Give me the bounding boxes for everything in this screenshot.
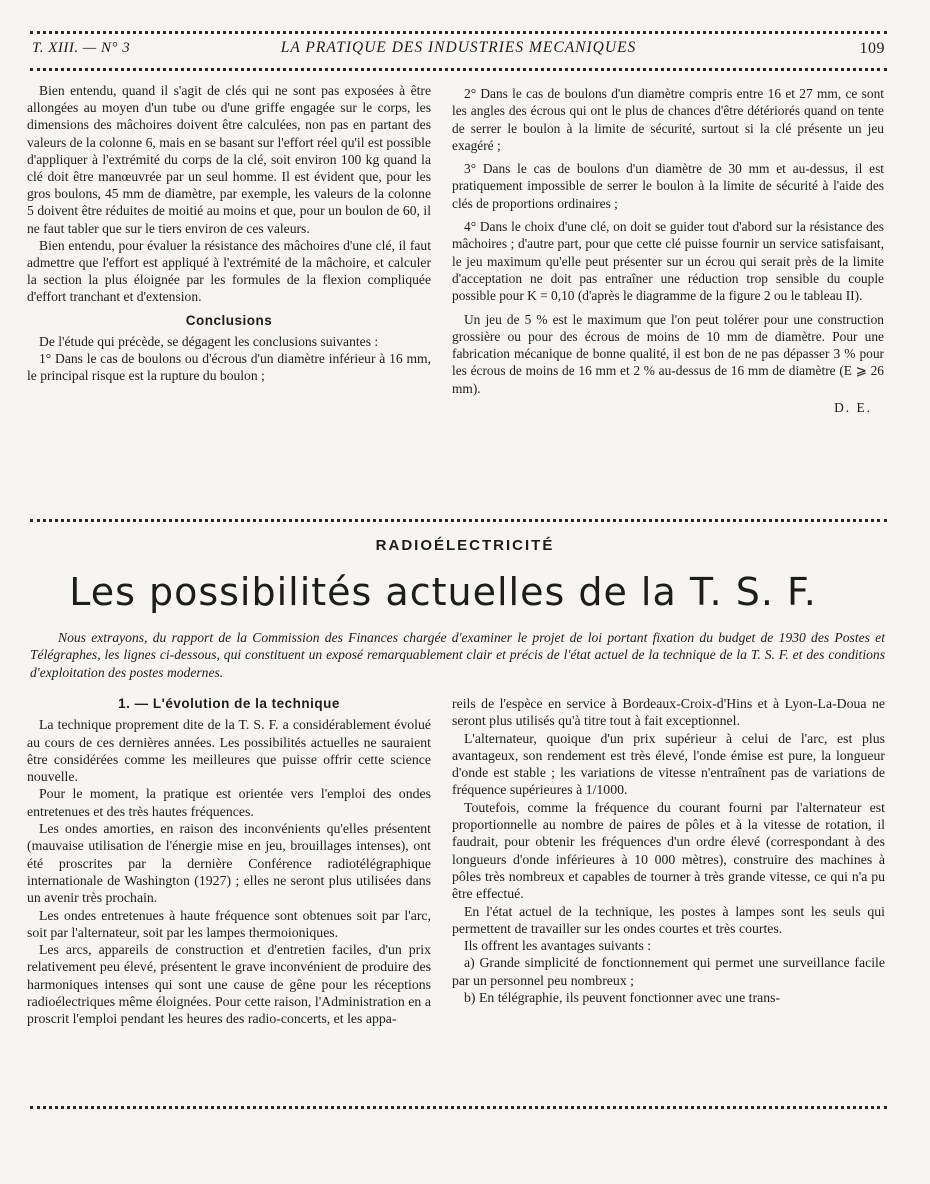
header-dotted-rule: [30, 68, 887, 71]
paragraph: L'alternateur, quoique d'un prix supérieur à celui de l'arc, est plus avantageux, son rendement est très élevé, l'onde émise est pure, la longueur d'onde est stable ; les variations de vitesse n'entraînent pas de variations de fréquence supérieures à 1/1000.: [452, 730, 885, 798]
previous-article-right-column: [452, 85, 884, 416]
paragraph: La technique proprement dite de la T. S. F. a considérablement évolué au cours de ces dernières années. Les possibilités actuelles ne sauraient être considérées comme les meilleures que puisse offrir cette science nouvelle.: [27, 717, 431, 785]
paragraph: Ils offrent les avantages suivants :: [464, 938, 652, 954]
volume-number: T. XIII. — N° 3: [32, 40, 131, 56]
paragraph: En l'état actuel de la technique, les postes à lampes sont les seuls qui permettent de travailler sur les ondes courtes et très courtes.: [452, 903, 885, 936]
list-item: b) En télégraphie, ils peuvent fonctionner avec une trans-: [464, 990, 781, 1006]
paragraph: Bien entendu, quand il s'agit de clés qui ne sont pas exposées à être allongées au moyen d'un tube ou d'une griffe engagée sur le corps, les dimensions des mâchoires doivent être calculées, non pas en partant des valeurs de la colonne 6, mais en se basant sur l'effort réel qu'il est possible d'appliquer à l'extrémité du corps de la clé, soit environ 100 kg quand la clé doit être manœuvrée par un seul homme. Il est évident que, pour les gros boulons, 45 mm de diamètre, par exemple, les valeurs de la colonne 5 doivent être réduites de moitié au moins et que, pour un boulon de 60, il ne faut tabler que sur le tiers environ de ces valeurs.: [27, 83, 431, 236]
journal-title: LA PRATIQUE DES INDUSTRIES MECANIQUES: [280, 39, 637, 56]
list-item: a) Grande simplicité de fonctionnement qui permet une surveillance facile par un personnel peu nombreux ;: [452, 955, 885, 988]
author-signature: D. E.: [834, 400, 872, 416]
paragraph: Toutefois, comme la fréquence du courant fourni par l'alternateur est proportionnelle au nombre de paires de pôles et à la vitesse de rotation, il faudrait, pour obtenir les fréquences d'un ordre élevé (correspondant à des longueurs d'onde inférieures à 10 000 mètres), construire des machines à pôles très nombreux et capables de tourner à très grande vitesse, ce qui n'a pu être effectué.: [452, 799, 885, 902]
top-dotted-rule: [30, 31, 887, 34]
section-dotted-rule: [30, 519, 887, 522]
paragraph: Les arcs, appareils de construction et d'entretien faciles, d'un prix relativement peu élevé, présentent le grave inconvénient de produire des harmoniques intenses qui sont une cause de gêne pour les réceptions radioélectriques même éloignées. Pour cette raison, l'Administration en a proscrit l'emploi pendant les heures des radio-concerts, et les appa-: [27, 942, 431, 1027]
previous-article-left-column: [27, 82, 431, 384]
paragraph: Un jeu de 5 % est le maximum que l'on peut tolérer pour une construction grossière ou pour des écrous de moins de 10 mm de diamètre. Pour une fabrication mécanique de bonne qualité, il est bon de ne pas dépasser 3 % pour les écrous de moins de 16 mm et 2 % au-dessus de 16 mm de diamètre (E ⩾ 26 mm).: [452, 311, 884, 396]
paragraph: Pour le moment, la pratique est orientée vers l'emploi des ondes entretenues et des très hautes fréquences.: [27, 786, 431, 819]
conclusions-heading: Conclusions: [185, 312, 273, 328]
running-head: [30, 38, 887, 60]
article-right-column: [452, 695, 885, 1006]
article-title: Les possibilités actuelles de la T. S. F.: [69, 570, 817, 614]
article-left-column: [27, 695, 431, 1028]
paragraph: De l'étude qui précède, se dégagent les conclusions suivantes :: [39, 333, 379, 349]
paragraph: Bien entendu, pour évaluer la résistance des mâchoires d'une clé, il faut admettre que l'effort est appliqué à l'extrémité de la mâchoire, et calculer la section la plus éloignée par les formules de la flexion compliquée d'effort tranchant et d'extension.: [27, 237, 431, 305]
page-number: 109: [859, 40, 885, 57]
paragraph: Les ondes amorties, en raison des inconvénients qu'elles présentent (mauvaise utilisation de l'énergie mise en jeu, brouillages intenses), ont été proscrites par la dernière Conférence radiotélégraphique internationale de Washington (1927) ; elles ne seront plus utilisées dans un avenir très prochain.: [27, 821, 431, 906]
footer-dotted-rule: [30, 1106, 887, 1109]
paragraph: 2° Dans le cas de boulons d'un diamètre compris entre 16 et 27 mm, ce sont les angles des écrous qui ont le plus de chances d'être détériorés quand on tente de serrer le boulon à la limite de sécurité, surtout si la clé présente un jeu exagéré ;: [452, 86, 884, 153]
paragraph: reils de l'espèce en service à Bordeaux-Croix-d'Hins et à Lyon-La-Doua ne seront plus utilisés qu'à titre tout à fait exceptionnel.: [452, 696, 885, 729]
paragraph: 1° Dans le cas de boulons ou d'écrous d'un diamètre inférieur à 16 mm, le principal risque est la rupture du boulon ;: [27, 351, 431, 384]
paragraph: 3° Dans le cas de boulons d'un diamètre de 30 mm et au-dessus, il est pratiquement impossible de serrer le boulon à la limite de sécurité à l'aide des clés de proportions ordinaires ;: [452, 161, 884, 211]
section-heading: RADIOÉLECTRICITÉ: [375, 537, 555, 554]
article-intro: Nous extrayons, du rapport de la Commission des Finances chargée d'examiner le projet de loi portant fixation du budget de 1930 des Postes et Télégraphes, les lignes ci-dessous, qui constituent un exposé remarquablement clair et précis de l'état actuel de la technique de la T. S. F. et des conditions d'exploitation des postes modernes.: [30, 630, 885, 680]
subsection-heading: 1. — L'évolution de la technique: [118, 696, 340, 711]
paragraph: 4° Dans le choix d'une clé, on doit se guider tout d'abord sur la résistance des mâchoires ; d'autre part, pour que cette clé puisse fournir un service satisfaisant, le jeu maximum qu'elle peut présenter sur un écrou qui serait près de la limite d'acceptation ne doit pas entraîner une réduction trop sensible du couple possible pour K = 0,10 (d'après le diagramme de la figure 2 ou le tableau II).: [452, 219, 884, 304]
paragraph: Les ondes entretenues à haute fréquence sont obtenues soit par l'arc, soit par l'alternateur, soit par les lampes thermoioniques.: [27, 907, 431, 940]
